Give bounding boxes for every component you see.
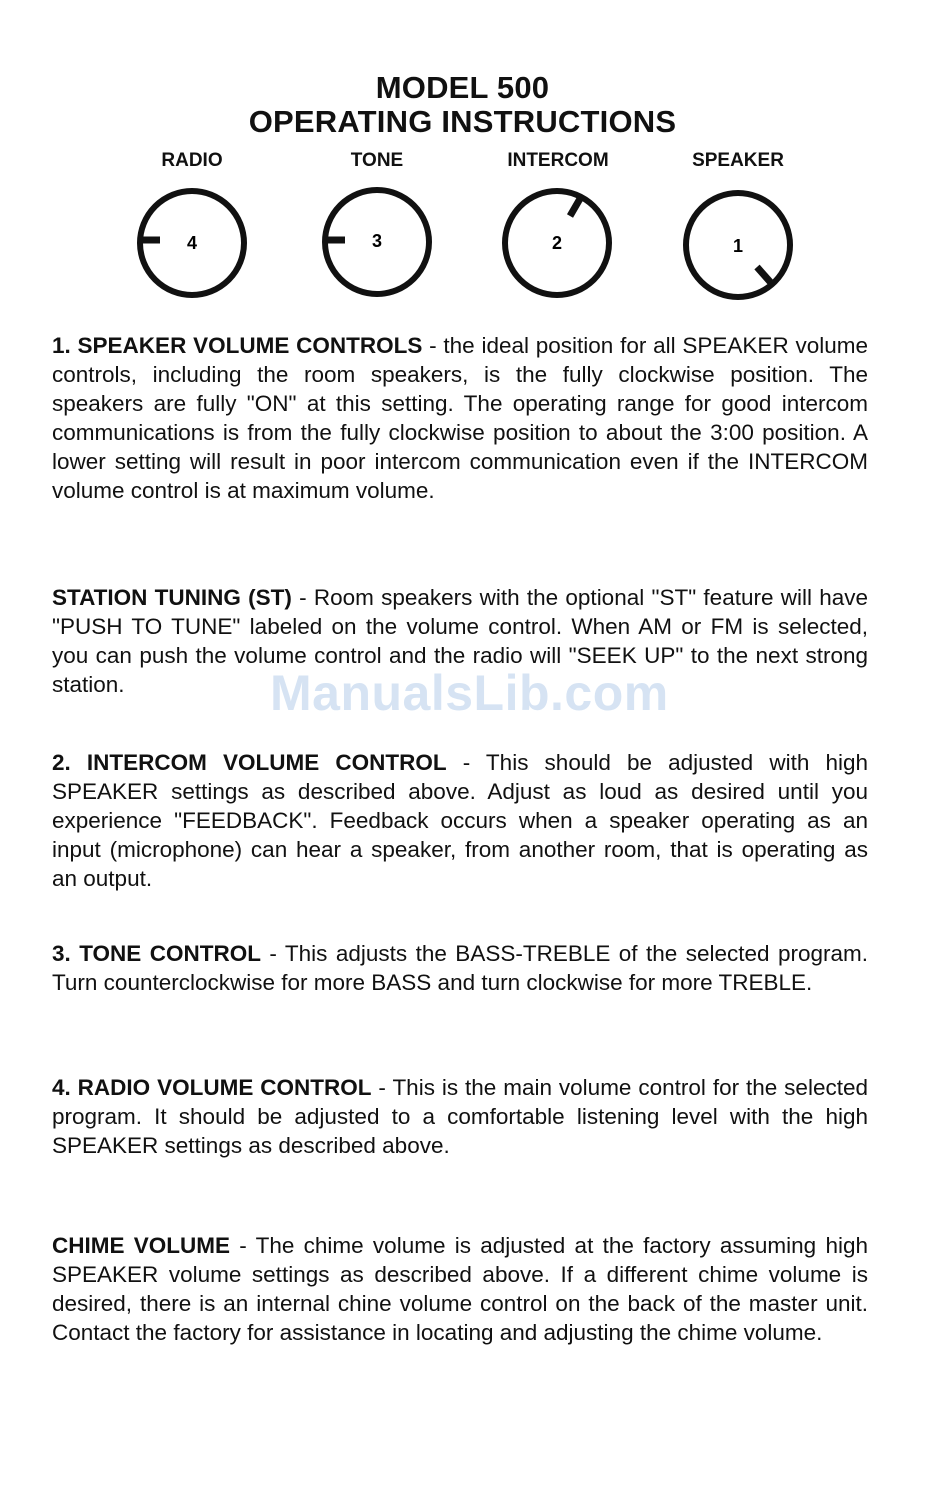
knob-label-tone: TONE (350, 150, 404, 171)
instructions-title: OPERATING INSTRUCTIONS (248, 104, 677, 139)
section-body: - The chime volume is adjusted at the factory assuming high SPEAKER volume settings as described above. If a different chime volume is desired, there is an internal chine volume control on the back of the master unit. Contact the factory for assistance in locating and adjusting the chime volume. (52, 1233, 868, 1345)
section-body: - This adjusts the BASS-TREBLE of the selected program. Turn counterclockwise for more BASS and turn clockwise for more TREBLE. (52, 941, 868, 995)
knob-diagram (0, 180, 950, 310)
knob-radio (140, 191, 244, 295)
knob-label-radio: RADIO (161, 150, 223, 171)
section-heading: STATION TUNING (ST) (52, 585, 292, 610)
knob-speaker (686, 193, 790, 297)
section-body: - This is the main volume control for the selected program. It should be adjusted to a comfortable listening level with the high SPEAKER settings as described above. (52, 1075, 868, 1158)
section-chime-volume (52, 1231, 868, 1347)
section-body: - This should be adjusted with high SPEAKER settings as described above. Adjust as loud as desired until you experience "FEEDBACK". Feedback occurs when a speaker operating as an input (microphone) can hear a speaker, from another room, that is operating as an output. (52, 750, 868, 891)
knob-number-radio: 4 (186, 233, 198, 253)
section-heading: 1. SPEAKER VOLUME CONTROLS (52, 333, 423, 358)
section-body: - Room speakers with the optional "ST" feature will have "PUSH TO TUNE" labeled on the volume control. When AM or FM is selected, you can push the volume control and the radio will "SEEK UP" to the next strong station. (52, 585, 868, 697)
section-heading: 2. INTERCOM VOLUME CONTROL (52, 750, 447, 775)
section-heading: CHIME VOLUME (52, 1233, 231, 1258)
knob-label-intercom: INTERCOM (507, 150, 609, 171)
section-station-tuning (52, 583, 868, 699)
knob-number-intercom: 2 (551, 233, 563, 253)
section-body: - the ideal position for all SPEAKER volume controls, including the room speakers, is the fully clockwise position. The speakers are fully "ON" at this setting. The operating range for good intercom communications is from the fully clockwise position to about the 3:00 position. A lower setting will result in poor intercom communication even if the INTERCOM volume control is at maximum volume. (52, 333, 868, 503)
knob-tone (325, 190, 429, 294)
knob-label-speaker: SPEAKER (692, 150, 784, 171)
knob-number-speaker: 1 (732, 236, 744, 256)
section-heading: 3. TONE CONTROL (52, 941, 261, 966)
section-intercom-volume (52, 748, 868, 893)
model-title: MODEL 500 (375, 70, 550, 105)
section-heading: 4. RADIO VOLUME CONTROL (52, 1075, 372, 1100)
knob-number-tone: 3 (371, 231, 383, 251)
section-radio-volume (52, 1073, 868, 1160)
section-speaker-volume (52, 331, 868, 505)
knob-intercom (505, 191, 609, 295)
watermark: ManualsLib.com (270, 665, 669, 721)
section-tone-control (52, 939, 868, 997)
